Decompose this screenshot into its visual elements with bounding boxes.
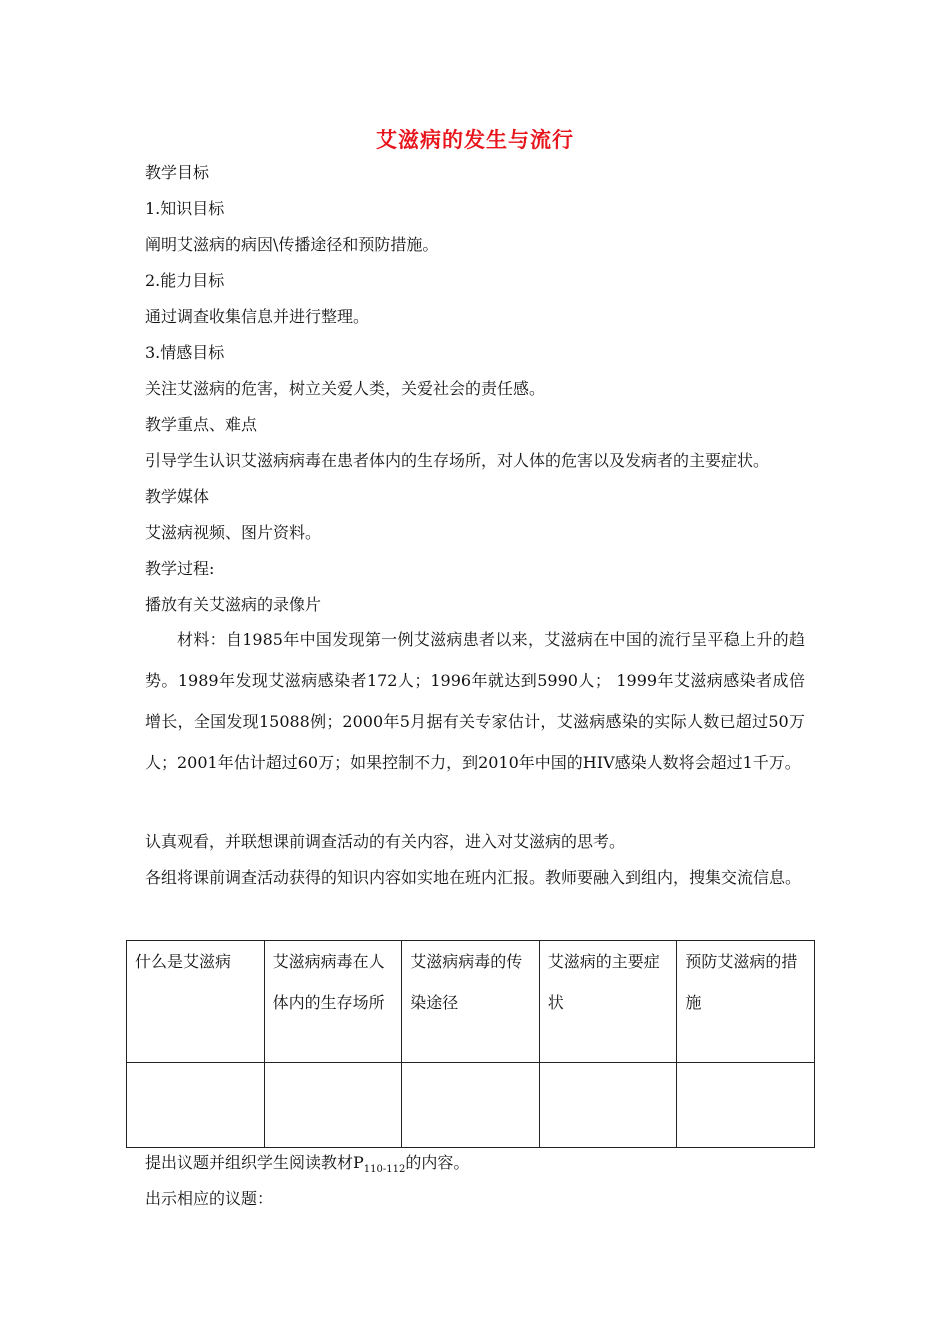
table-cell [677, 1063, 815, 1148]
process-step1: 播放有关艾滋病的录像片 [145, 595, 322, 614]
table-header-cell: 艾滋病病毒在人体内的生存场所 [264, 941, 402, 1063]
heading-process: 教学过程: [145, 559, 215, 578]
heading-media: 教学媒体 [145, 487, 210, 506]
document-title: 艾滋病的发生与流行 [376, 128, 574, 152]
table-header-cell: 艾滋病病毒的传染途径 [402, 941, 540, 1063]
table-header-cell: 艾滋病的主要症状 [539, 941, 677, 1063]
keypoints-text: 引导学生认识艾滋病病毒在患者体内的生存场所，对人体的危害以及发病者的主要症状。 [145, 451, 770, 470]
goal3-label: 3.情感目标 [145, 343, 225, 362]
heading-goals: 教学目标 [145, 163, 210, 182]
reading-page-range: 110-112 [363, 1164, 406, 1176]
table-header-cell: 预防艾滋病的措施 [677, 941, 815, 1063]
info-table [126, 940, 815, 1148]
reading-text [145, 1153, 469, 1180]
goal2-label: 2.能力目标 [145, 271, 225, 290]
table-row [127, 1063, 815, 1148]
goal3-text: 关注艾滋病的危害，树立关爱人类，关爱社会的责任感。 [145, 379, 546, 398]
goal2-text: 通过调查收集信息并进行整理。 [145, 307, 370, 326]
table-cell [127, 1063, 265, 1148]
table-cell [402, 1063, 540, 1148]
goal1-label: 1.知识目标 [145, 199, 225, 218]
reading-text-before: 提出议题并组织学生阅读教材P [145, 1153, 364, 1172]
goal1-text: 阐明艾滋病的病因\传播途径和预防措施。 [145, 235, 439, 254]
topics-text: 出示相应的议题： [145, 1189, 274, 1208]
material-paragraph: 材料：自1985年中国发现第一例艾滋病患者以来，艾滋病在中国的流行呈平稳上升的趋势。1989年发现艾滋病感染者172人；1996年就达到5990人； 1999年艾滋病感染者成倍增长，全国发现15088例；2000年5月据有关专家估计，艾滋病感染的实际人数已超过50万人；2001年估计超过60万；如果控制不力，到2010年中国的HIV感染人数将会超过1千万。 [145, 630, 805, 772]
table-cell [264, 1063, 402, 1148]
reading-text-after: 的内容。 [405, 1153, 470, 1172]
watch-text: 认真观看，并联想课前调查活动的有关内容，进入对艾滋病的思考。 [145, 832, 626, 851]
table-header-row [127, 941, 815, 1063]
table-header-cell: 什么是艾滋病 [127, 941, 265, 1063]
heading-keypoints: 教学重点、难点 [145, 415, 258, 434]
media-text: 艾滋病视频、图片资料。 [145, 523, 322, 542]
table-cell [539, 1063, 677, 1148]
report-text: 各组将课前调查活动获得的知识内容如实地在班内汇报。教师要融入到组内，搜集交流信息。 [145, 868, 802, 887]
